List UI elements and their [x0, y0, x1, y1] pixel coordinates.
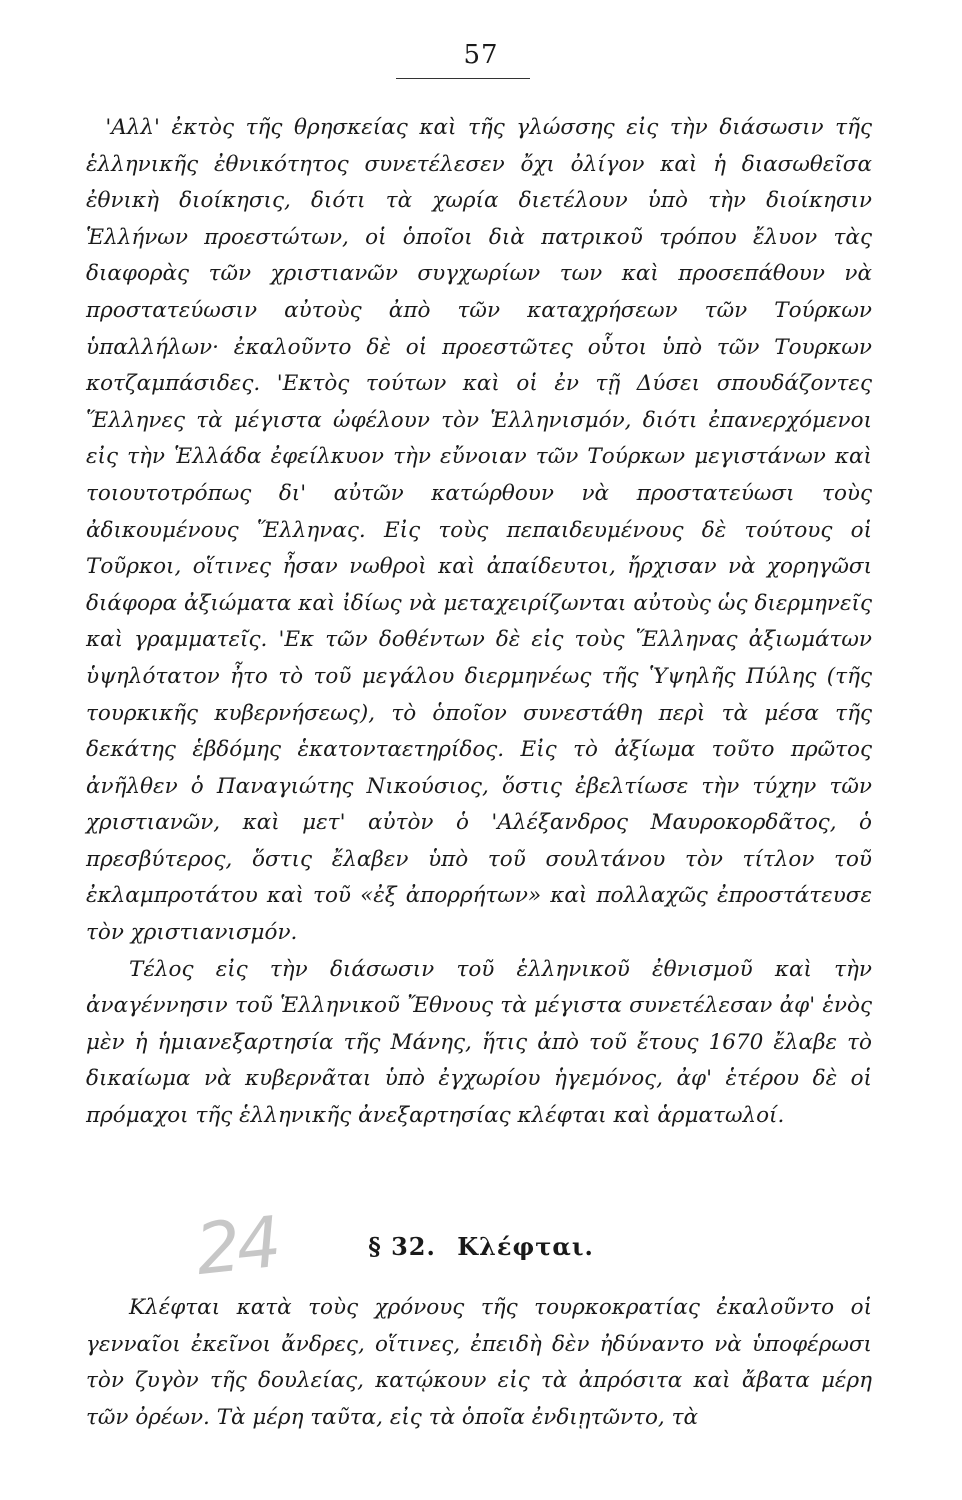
handwritten-annotation: 24: [191, 1200, 282, 1292]
section-symbol: §: [368, 1232, 382, 1261]
header-rule: [396, 78, 530, 79]
paragraph-3: Κλέφται κατὰ τοὺς χρόνους τῆς τουρκοκρατίας ἐκαλοῦντο οἱ γενναῖοι ἐκεῖνοι ἄνδρες, οἵτινες, ἐπειδὴ δὲν ἠδύναντο νὰ ὑποφέρωσι τὸν ζυγὸν τῆς δουλείας, κατῴκουν εἰς τὰ ἀπρόσιτα καὶ ἄβατα μέρη τῶν ὀρέων. Τὰ μέρη ταῦτα, εἰς τὰ ὁποῖα ἐνδιῃτῶντο, τὰ: [86, 1295, 872, 1430]
section-title: Κλέφται.: [457, 1232, 594, 1261]
paragraph-2: Τέλος εἰς τὴν διάσωσιν τοῦ ἑλληνικοῦ ἐθνισμοῦ καὶ τὴν ἀναγέννησιν τοῦ Ἑλληνικοῦ Ἔθνους τὰ μέγιστα συνετέλεσαν ἀφ' ἑνὸς μὲν ἡ ἡμιανεξαρτησία τῆς Μάνης, ἥτις ἀπὸ τοῦ ἔτους 1670 ἔλαβε τὸ δικαίωμα νὰ κυβερνᾶται ὑπὸ ἐγχωρίου ἡγεμόνος, ἀφ' ἑτέρου δὲ οἱ πρόμαχοι τῆς ἑλληνικῆς ἀνεξαρτησίας κλέφται καὶ ἁρματωλοί.: [86, 956, 872, 1129]
body-text-bottom: [86, 1290, 872, 1436]
section-number: 32.: [391, 1232, 436, 1261]
section-heading: [0, 1232, 962, 1261]
body-text-top: [86, 110, 872, 1135]
page-number: 57: [463, 40, 499, 70]
paragraph-1: 'Αλλ' ἐκτὸς τῆς θρησκείας καὶ τῆς γλώσσης εἰς τὴν διάσωσιν τῆς ἑλληνικῆς ἐθνικότητος συνετέλεσεν ὄχι ὀλίγον καὶ ἡ διασωθεῖσα ἐθνικὴ διοίκησις, διότι τὰ χωρία διετέλουν ὑπὸ τὴν διοίκησιν Ἑλλήνων προεστώτων, οἱ ὁποῖοι διὰ πατρικοῦ τρόπου ἔλυον τὰς διαφορὰς τῶν χριστιανῶν συγχωρίων των καὶ προσεπάθουν νὰ προστατεύωσιν αὐτοὺς ἀπὸ τῶν καταχρήσεων τῶν Τούρκων ὑπαλλήλων· ἐκαλοῦντο δὲ οἱ προεστῶτες οὗτοι ὑπὸ τῶν Τουρκων κοτζαμπάσιδες. 'Εκτὸς τούτων καὶ οἱ ἐν τῇ Δύσει σπουδάζοντες Ἕλληνες τὰ μέγιστα ὠφέλουν τὸν Ἑλληνισμόν, διότι ἐπανερχόμενοι εἰς τὴν Ἑλλάδα ἐφείλκυον τὴν εὔνοιαν τῶν Τούρκων μεγιστάνων καὶ τοιουτοτρόπως δι' αὐτῶν κατώρθουν νὰ προστατεύωσι τοὺς ἀδικουμένους Ἕλληνας. Εἰς τοὺς πεπαιδευμένους δὲ τούτους οἱ Τοῦρκοι, οἵτινες ἦσαν νωθροὶ καὶ ἀπαίδευτοι, ἤρχισαν νὰ χορηγῶσι διάφορα ἀξιώματα καὶ ἰδίως νὰ μεταχειρίζωνται αὐτοὺς ὡς διερμηνεῖς καὶ γραμματεῖς. 'Εκ τῶν δοθέντων δὲ εἰς τοὺς Ἕλληνας ἀξιωμάτων ὑψηλότατον ἦτο τὸ τοῦ μεγάλου διερμηνέως τῆς Ὑψηλῆς Πύλης (τῆς τουρκικῆς κυβερνήσεως), τὸ ὁποῖον συνεστάθη περὶ τὰ μέσα τῆς δεκάτης ἑβδόμης ἑκατονταετηρίδος. Εἰς τὸ ἀξίωμα τοῦτο πρῶτος ἀνῆλθεν ὁ Παναγιώτης Νικούσιος, ὅστις ἐβελτίωσε τὴν τύχην τῶν χριστιανῶν, καὶ μετ' αὐτὸν ὁ 'Αλέξανδρος Μαυροκορδᾶτος, ὁ πρεσβύτερος, ὅστις ἔλαβεν ὑπὸ τοῦ σουλτάνου τὸν τίτλον τοῦ ἐκλαμπροτάτου καὶ τοῦ «ἐξ ἀπορρήτων» καὶ πολλαχῶς ἐπροστάτευσε τὸν χριστιανισμόν.: [86, 115, 872, 946]
